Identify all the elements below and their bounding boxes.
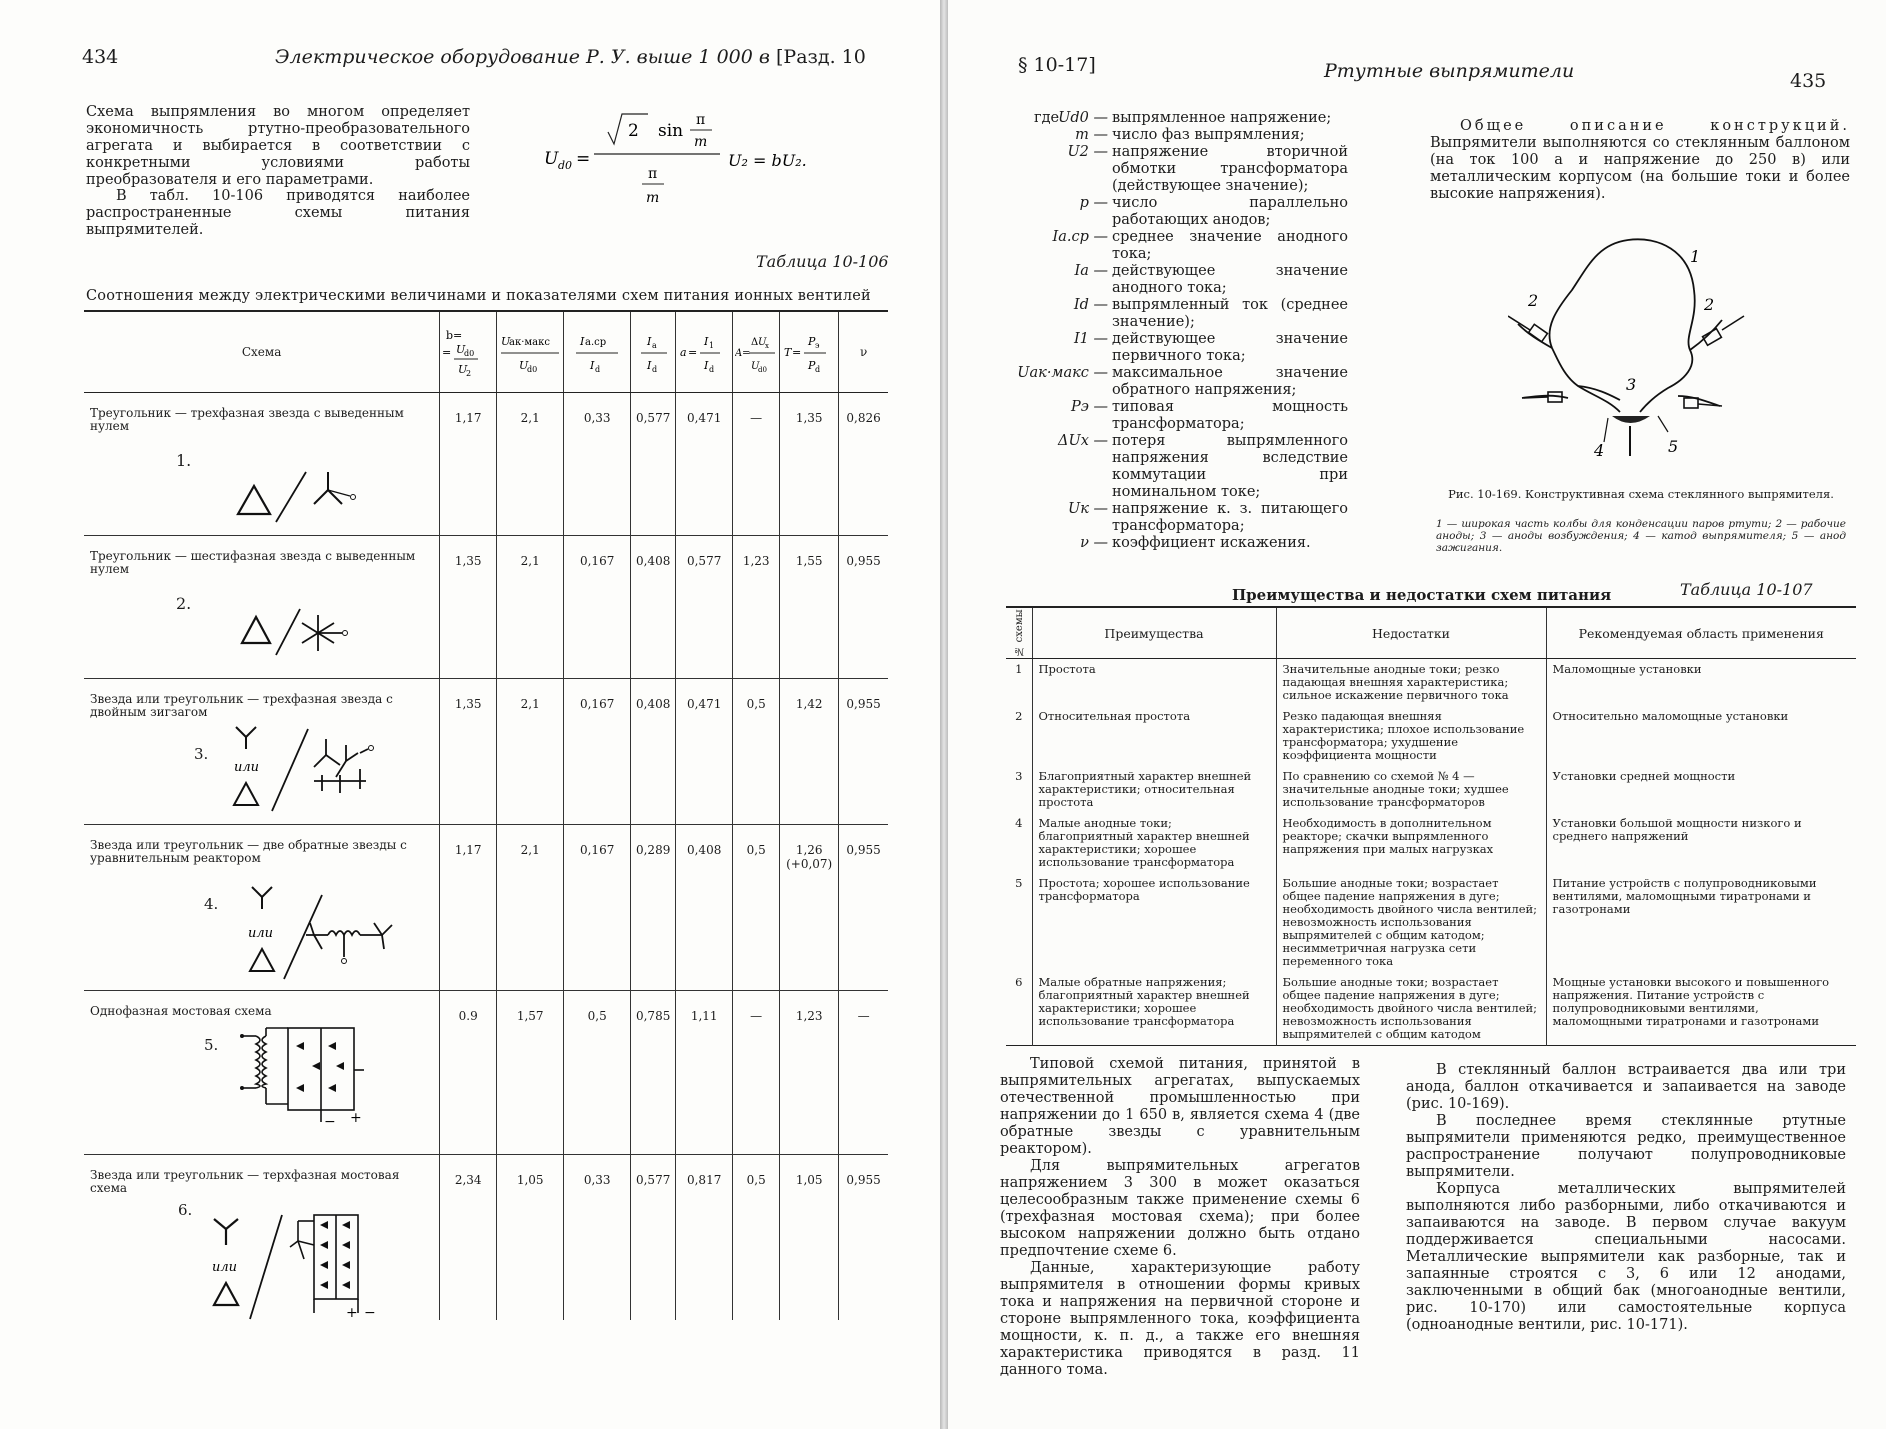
svg-text:а.ср: а.ср: [585, 336, 607, 348]
svg-text:A: A: [735, 347, 743, 359]
t106-scheme-cell: [84, 393, 440, 536]
scheme-number: 1.: [176, 451, 192, 470]
figure-caption: Рис. 10-169. Конструктивная схема стеклянного выпрямителя.: [1448, 487, 1834, 501]
figure-legend: 1 — широкая часть колбы для конденсации паров ртути; 2 — рабочие аноды; 3 — аноды возбуждения; 4 — катод выпрямителя; 5 — анод зажигания.: [1436, 518, 1846, 554]
bottom-column-2: [1406, 1062, 1846, 1334]
t106-cell: 2,34: [440, 1155, 497, 1320]
legend-text: действующее значение первичного тока;: [1112, 331, 1348, 364]
t107-use: Установки средней мощности: [1546, 766, 1856, 813]
legend-item: [988, 263, 1348, 297]
legend-text: коэффициент искажения.: [1112, 535, 1311, 551]
t106-cell: 0,5: [733, 1155, 780, 1320]
t107-num: 4: [1015, 816, 1023, 830]
bottom-column-1: [1000, 1056, 1360, 1379]
t106-cell: 0,408: [631, 679, 676, 825]
left-page-number: 434: [82, 46, 119, 68]
table-107-row: [1006, 873, 1856, 972]
t106-cell: 0,5: [733, 825, 780, 991]
intro-paragraph-2: В табл. 10-106 приводятся наиболее распространенные схемы питания выпрямителей.: [86, 188, 470, 238]
t107-num: 6: [1015, 975, 1023, 989]
legend-item: [988, 501, 1348, 535]
legend-text: потеря выпрямленного напряжения вследствие коммутации при номинальном токе;: [1112, 433, 1348, 500]
table-106-row: [84, 1155, 888, 1320]
table-106-label: Таблица 10-106: [756, 252, 889, 271]
t106-cell: 0,577: [631, 1155, 676, 1320]
t107-adv: Малые обратные напряжения; благоприятный характер внешней характеристики; хорошее использование трансформатора: [1032, 972, 1276, 1046]
formula-eq: =: [576, 149, 591, 169]
legend-text: выпрямленный ток (среднее значение);: [1112, 297, 1348, 330]
legend-text: число фаз выпрямления;: [1112, 127, 1305, 143]
table-106-row: [84, 679, 888, 825]
word-ili: или: [248, 926, 274, 941]
legend-text: напряжение к. з. питающего трансформатора;: [1112, 501, 1348, 534]
legend-item: [988, 127, 1348, 144]
table-107-row: [1006, 766, 1856, 813]
legend-text: напряжение вторичной обмотки трансформатора (действующее значение);: [1112, 144, 1348, 194]
svg-text:d0: d0: [527, 364, 538, 374]
legend-symbol: Uак·макс —: [1017, 365, 1108, 381]
general-description: [1430, 118, 1850, 203]
fig-label-2a: 2: [1528, 291, 1539, 310]
table-107-row: [1006, 972, 1856, 1046]
t106-scheme-cell: [84, 825, 440, 991]
t106-cell: —: [839, 991, 888, 1155]
t107-adv: Малые анодные токи; благоприятный характер внешней характеристики; хорошее использование трансформатора: [1032, 813, 1276, 873]
svg-text:d: d: [652, 364, 658, 374]
bottom-col2-paragraph: В стеклянный баллон встраивается два или три анода, баллон откачивается и запаивается на заводе (рис. 10-169).: [1406, 1062, 1846, 1112]
t106-cell: 0,826: [839, 393, 888, 536]
table-107-row: [1006, 813, 1856, 873]
bottom-col2-paragraph: В последнее время стеклянные ртутные выпрямители применяются редко, преимущественное распространение получают полупроводниковые выпрямители.: [1406, 1113, 1846, 1180]
t106-cell: 0,5: [564, 991, 631, 1155]
scheme-number: 3.: [194, 745, 209, 763]
t106-cell: 0,408: [676, 825, 733, 991]
svg-text:а: а: [652, 340, 657, 350]
t107-dis: Резко падающая внешняя характеристика; плохое использование трансформатора; ухудшение коэффициента мощности: [1276, 706, 1546, 766]
table-106-row: [84, 825, 888, 991]
t106-cell: 1,17: [440, 825, 497, 991]
t106-cell: 1,05: [497, 1155, 564, 1320]
t106-cell: 1,35: [780, 393, 839, 536]
general-text: Выпрямители выполняются со стеклянным баллоном (на ток 100 а и напряжение до 250 в) или металлическим корпусом (на большие токи и более высокие напряжения).: [1430, 135, 1850, 202]
t107-header-adv: Преимущества: [1032, 607, 1276, 659]
svg-text:=: =: [688, 345, 698, 359]
legend-text: среднее значение анодного тока;: [1112, 229, 1348, 262]
t107-use: Установки большой мощности низкого и среднего напряжений: [1546, 813, 1856, 873]
legend-item: [988, 433, 1348, 501]
t106-scheme-cell: [84, 991, 440, 1155]
t106-cell: 0,577: [676, 536, 733, 679]
t106-cell: 0,785: [631, 991, 676, 1155]
fig-label-2b: 2: [1704, 295, 1715, 314]
legend-symbol: Pэ —: [1071, 399, 1108, 415]
bottom-col2-paragraph: Корпуса металлических выпрямителей выполняются либо разборными, либо откачиваются и запаиваются на заводе. В первом случае вакуум поддерживается специальными насосами. Металлические выпрямители как разборные, так и запаянные строятся с 3, 6 или 12 анодами, заключенными в общий бак (многоанодные вентили, рис. 10-170) или самостоятельные корпуса (одноанодные вентили, рис. 10-171).: [1406, 1181, 1846, 1333]
t106-cell: 0,289: [631, 825, 676, 991]
legend-symbol: ΔUx —: [1058, 433, 1108, 449]
svg-text:I: I: [647, 334, 652, 348]
table-107-label: Таблица 10-107: [1680, 580, 1813, 599]
svg-text:1: 1: [709, 340, 715, 350]
formula-ud0: [530, 108, 850, 208]
scheme-name: Звезда или треугольник — трехфазная звезда с двойным зигзагом: [90, 692, 393, 719]
scheme-6-diagram: [198, 1201, 438, 1321]
t106-cell: 1,23: [780, 991, 839, 1155]
t107-header-use: Рекомендуемая область применения: [1546, 607, 1856, 659]
svg-text:b=: b=: [446, 328, 463, 342]
t106-cell: 1,57: [497, 991, 564, 1155]
scheme-4-diagram: [222, 875, 462, 985]
t106-cell: 0,408: [631, 536, 676, 679]
t106-header-scheme: Схема: [84, 311, 440, 393]
t107-adv: Относительная простота: [1032, 706, 1276, 766]
t106-cell: 0,955: [839, 1155, 888, 1320]
right-running-head: Ртутные выпрямители: [1324, 60, 1575, 82]
t106-cell: 2,1: [497, 536, 564, 679]
t107-dis: Необходимость в дополнительном реакторе; скачки выпрямленного напряжения при малых нагрузках: [1276, 813, 1546, 873]
t106-cell: 0,167: [564, 536, 631, 679]
t106-cell: 2,1: [497, 393, 564, 536]
legend-item: [988, 195, 1348, 229]
bottom-col1-paragraph: Типовой схемой питания, принятой в выпрямительных агрегатах, выпускаемых отечественной промышленностью при напряжении до 1 650 в, является схема 4 (две обратные звезды с уравнительным реактором).: [1000, 1056, 1360, 1157]
svg-text:э: э: [815, 340, 820, 350]
t107-use: Мощные установки высокого и повышенного напряжения. Питание устройств с полупроводниковыми вентилями, маломощными тиратронами и газотронами: [1546, 972, 1856, 1046]
svg-text:−: −: [364, 1305, 376, 1321]
left-section-ref: [Разд. 10: [776, 46, 866, 68]
t106-cell: 1,42: [780, 679, 839, 825]
svg-text:P: P: [808, 358, 816, 372]
svg-text:ак·макс: ак·макс: [509, 336, 551, 348]
svg-text:U: U: [501, 334, 511, 348]
svg-text:I: I: [647, 358, 652, 372]
legend-lead: где: [1034, 110, 1060, 126]
book-gutter: [940, 0, 948, 1429]
formula-m-top: m: [694, 134, 708, 150]
t106-cell: 1,55: [780, 536, 839, 679]
table-106-row: [84, 991, 888, 1155]
t106-header-A: [733, 311, 780, 393]
t106-cell: 0,577: [631, 393, 676, 536]
t106-cell: 0.9: [440, 991, 497, 1155]
t106-cell: 1,35: [440, 536, 497, 679]
svg-text:U: U: [519, 358, 529, 372]
t107-use: Маломощные установки: [1546, 659, 1856, 707]
table-107-row: [1006, 659, 1856, 707]
svg-text:U: U: [758, 336, 767, 348]
right-section-ref: § 10-17]: [1018, 54, 1096, 76]
t106-header-a: [676, 311, 733, 393]
svg-text:+: +: [346, 1305, 358, 1321]
legend-symbol: Iа.ср —: [1052, 229, 1108, 245]
t106-cell: 0,955: [839, 536, 888, 679]
t106-header-nu: ν: [839, 311, 888, 393]
legend-item: [988, 535, 1348, 552]
svg-text:U: U: [751, 360, 760, 372]
t107-use: Относительно маломощные установки: [1546, 706, 1856, 766]
formula-lhs: U: [544, 149, 559, 169]
svg-text:d0: d0: [464, 348, 475, 358]
fig-label-4: 4: [1594, 441, 1605, 460]
scheme-2-diagram: [218, 603, 418, 659]
t106-cell: 1,11: [676, 991, 733, 1155]
t106-cell: 0,5: [733, 679, 780, 825]
table-107-header-row: [1006, 607, 1856, 659]
svg-text:P: P: [808, 334, 816, 348]
t106-scheme-cell: [84, 679, 440, 825]
svg-text:I: I: [590, 358, 595, 372]
scheme-number: 2.: [176, 594, 192, 613]
legend-item: [988, 110, 1348, 127]
word-ili: или: [212, 1260, 238, 1275]
legend-item: [988, 331, 1348, 365]
figure-10-169: [1508, 220, 1778, 470]
legend-symbol: p —: [1079, 195, 1108, 211]
scheme-name: Треугольник — трехфазная звезда с выведенным нулем: [90, 406, 404, 433]
svg-text:d: d: [815, 364, 821, 374]
t107-dis: Большие анодные токи; возрастает общее падение напряжения в дуге; необходимость двойного числа вентилей; невозможность использования выпрямителей с общим катодом: [1276, 972, 1546, 1046]
svg-text:U: U: [456, 342, 466, 356]
fig-label-1: 1: [1690, 247, 1701, 266]
t106-cell: 1,26 (+0,07): [780, 825, 839, 991]
intro-paragraph-1: Схема выпрямления во многом определяет экономичность ртутно-преобразовательного агрегата и выбирается в соответствии с конкретными условиями работы преобразователя и его параметрами.: [86, 104, 470, 188]
t106-header-iacp: [564, 311, 631, 393]
legend-text: выпрямленное напряжение;: [1112, 110, 1332, 126]
table-106: [84, 310, 888, 1320]
scheme-number: 4.: [204, 895, 219, 913]
table-107: [1006, 606, 1856, 1046]
svg-text:I: I: [704, 334, 709, 348]
t106-cell: 0,955: [839, 825, 888, 991]
table-106-title: Соотношения между электрическими величинами и показателями схем питания ионных вентилей: [86, 288, 871, 304]
t107-header-dis: Недостатки: [1276, 607, 1546, 659]
t106-scheme-cell: [84, 1155, 440, 1320]
t106-cell: 2,1: [497, 679, 564, 825]
legend-item: [988, 297, 1348, 331]
t107-num: 1: [1015, 662, 1023, 676]
left-running-head: Электрическое оборудование Р. У. выше 1 000 в: [275, 46, 770, 68]
svg-text:2: 2: [466, 368, 472, 378]
svg-text:T: T: [784, 345, 792, 359]
left-page: [0, 0, 940, 1429]
t107-adv: Простота; хорошее использование трансформатора: [1032, 873, 1276, 972]
bottom-col1-paragraph: Данные, характеризующие работу выпрямителя в отношении формы кривых тока и напряжения на первичной стороне и стороне выпрямленного тока, коэффициента мощности, к. п. д., а также его внешняя характеристика приводятся в разд. 11 данного тома.: [1000, 1260, 1360, 1378]
scheme-5-diagram: [226, 1018, 446, 1128]
t106-cell: 0,817: [676, 1155, 733, 1320]
formula-sin: sin: [658, 121, 684, 141]
scheme-number: 5.: [204, 1036, 219, 1054]
t106-header-uak: [497, 311, 564, 393]
table-106-row: [84, 393, 888, 536]
table-106-row: [84, 536, 888, 679]
t106-cell: 1,05: [780, 1155, 839, 1320]
legend-text: число параллельно работающих анодов;: [1112, 195, 1348, 228]
legend-text: максимальное значение обратного напряжения;: [1112, 365, 1348, 398]
svg-text:d0: d0: [758, 365, 768, 374]
t106-cell: 0,167: [564, 825, 631, 991]
t106-header-ia: [631, 311, 676, 393]
t107-header-num: № схемы: [1006, 607, 1032, 659]
word-ili: или: [234, 760, 260, 775]
svg-text:Δ: Δ: [751, 336, 759, 348]
formula-pi-top: π: [696, 112, 706, 128]
t106-header-b: [440, 311, 497, 393]
svg-text:I: I: [580, 334, 585, 348]
t106-cell: 0,471: [676, 679, 733, 825]
svg-text:I: I: [704, 358, 709, 372]
t107-num: 2: [1015, 709, 1023, 723]
table-107-title: Преимущества и недостатки схем питания: [1232, 586, 1612, 604]
t106-scheme-cell: [84, 536, 440, 679]
right-page: [948, 0, 1886, 1429]
legend-text: действующее значение анодного тока;: [1112, 263, 1348, 296]
legend-symbol: Ud0 —: [1058, 110, 1108, 126]
svg-text:+: +: [350, 1110, 362, 1126]
legend-symbol: Iа —: [1074, 263, 1108, 279]
t106-cell: —: [733, 393, 780, 536]
svg-text:=: =: [742, 347, 751, 359]
scheme-name: Звезда или треугольник — терхфазная мостовая схема: [90, 1168, 400, 1195]
svg-text:=: =: [792, 345, 802, 359]
table-106-header-row: [84, 311, 888, 393]
t107-num: 3: [1015, 769, 1023, 783]
legend-item: [988, 144, 1348, 195]
fig-label-3: 3: [1626, 375, 1637, 394]
t107-dis: Большие анодные токи; возрастает общее падение напряжения в дуге; необходимость двойного числа вентилей; невозможность использования выпрямителей с общим катодом; несимметричная нагрузка сети переменного тока: [1276, 873, 1546, 972]
formula-lhs-sub: d0: [558, 159, 573, 172]
t106-cell: 1,35: [440, 679, 497, 825]
t106-cell: —: [733, 991, 780, 1155]
formula-m-bottom: m: [646, 190, 660, 206]
t106-cell: 2,1: [497, 825, 564, 991]
legend-symbol: ν —: [1080, 535, 1108, 551]
bottom-col1-paragraph: Для выпрямительных агрегатов напряжением 3 300 в может оказаться целесообразным также применение схемы 6 (трехфазная мостовая схема); при более высоком напряжении должно быть отдано предпочтение схеме 6.: [1000, 1158, 1360, 1259]
legend-symbol: I1 —: [1073, 331, 1108, 347]
legend-item: [988, 229, 1348, 263]
t106-cell: 1,17: [440, 393, 497, 536]
scheme-name: Однофазная мостовая схема: [90, 1004, 272, 1018]
t107-use: Питание устройств с полупроводниковыми вентилями, маломощными тиратронами и газотронами: [1546, 873, 1856, 972]
t106-cell: 1,23: [733, 536, 780, 679]
t106-cell: 0,167: [564, 679, 631, 825]
t107-dis: Значительные анодные токи; резко падающая внешняя характеристика; сильное искажение первичного тока: [1276, 659, 1546, 707]
general-heading: Общее описание конструкций.: [1460, 118, 1850, 134]
svg-text:d: d: [709, 364, 715, 374]
legend-symbol: Id —: [1073, 297, 1108, 313]
scheme-1-diagram: [232, 470, 432, 526]
formula-sqrt-arg: 2: [628, 121, 639, 141]
t106-cell: 0,471: [676, 393, 733, 536]
legend-symbol: U2 —: [1067, 144, 1108, 160]
t107-adv: Простота: [1032, 659, 1276, 707]
formula-rhs: U₂ = bU₂.: [728, 151, 807, 170]
t106-header-T: [780, 311, 839, 393]
svg-text:x: x: [765, 341, 770, 350]
scheme-number: 6.: [178, 1201, 193, 1219]
t106-cell: 0,33: [564, 393, 631, 536]
svg-text:d: d: [595, 364, 601, 374]
formula-pi-bottom: π: [648, 166, 658, 182]
t107-adv: Благоприятный характер внешней характеристики; относительная простота: [1032, 766, 1276, 813]
legend-symbol: Uк —: [1068, 501, 1108, 517]
t107-num: 5: [1015, 876, 1023, 890]
t106-cell: 0,955: [839, 679, 888, 825]
legend-text: типовая мощность трансформатора;: [1112, 399, 1348, 432]
svg-text:=: =: [442, 345, 452, 359]
fig-label-5: 5: [1668, 437, 1679, 456]
t106-cell: 0,33: [564, 1155, 631, 1320]
svg-text:U: U: [458, 362, 468, 376]
scheme-name: Звезда или треугольник — две обратные звезды с уравнительным реактором: [90, 838, 407, 865]
t107-dis: По сравнению со схемой № 4 — значительные анодные токи; худшее использование трансформаторов: [1276, 766, 1546, 813]
legend-item: [988, 399, 1348, 433]
table-107-row: [1006, 706, 1856, 766]
svg-text:a: a: [680, 345, 687, 359]
legend-item: [988, 365, 1348, 399]
scheme-3-diagram: [226, 719, 446, 815]
scheme-name: Треугольник — шестифазная звезда с выведенным нулем: [90, 549, 416, 576]
legend-symbol: m —: [1075, 127, 1108, 143]
svg-text:−: −: [324, 1114, 336, 1128]
right-page-number: 435: [1790, 70, 1827, 92]
